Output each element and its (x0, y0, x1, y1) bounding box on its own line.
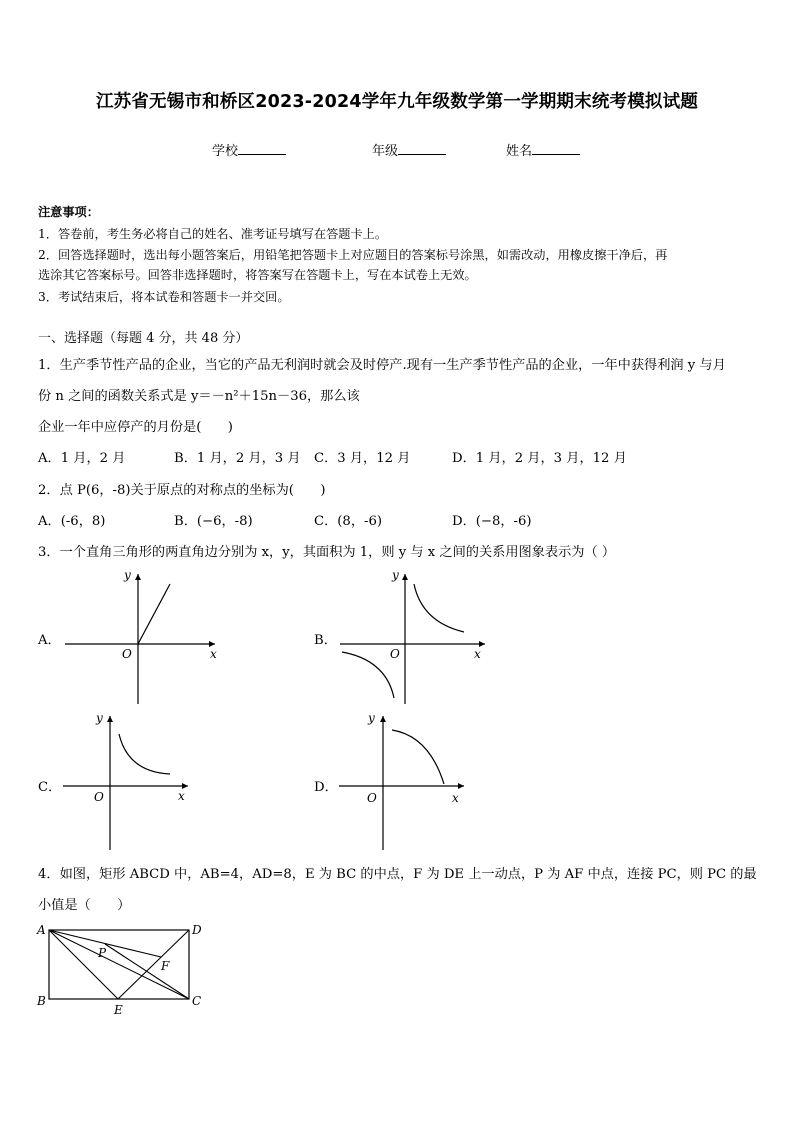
y-arrow-icon (107, 716, 113, 722)
point-d-label: D (192, 923, 202, 937)
origin-label: O (390, 647, 400, 661)
q1-option-a[interactable]: A．1 月，2 月 (38, 451, 126, 466)
q3-graph-b (330, 566, 490, 706)
note-item: 3．考试结束后，将本试卷和答题卡一并交回。 (38, 290, 290, 304)
curve (138, 584, 170, 644)
curve-lower (342, 652, 394, 698)
section-heading: 一、选择题（每题 4 分，共 48 分） (38, 331, 249, 346)
x-label: x (210, 647, 217, 661)
grade-blank[interactable] (398, 142, 446, 155)
segment-pc (105, 944, 189, 999)
y-arrow-icon (135, 574, 141, 580)
grade-field[interactable] (372, 140, 446, 159)
x-label: x (452, 791, 459, 805)
q1-option-b[interactable]: B．1 月，2 月，3 月 (174, 451, 301, 466)
q3-stem: 3．一个直角三角形的两直角边分别为 x，y，其面积为 1，则 y 与 x 之间的关系用图象表示为（ ） (38, 545, 616, 560)
q3-option-b[interactable]: B． (314, 633, 337, 648)
segment-de (118, 930, 189, 999)
school-field[interactable] (212, 140, 286, 159)
x-label: x (178, 789, 185, 803)
note-item: 2．回答选择题时，选出每小题答案后，用铅笔把答题卡上对应题目的答案标号涂黑，如需改动，用橡皮擦干净后，再 (38, 248, 668, 262)
y-label: y (96, 712, 103, 725)
q3-graph-a (60, 566, 230, 706)
q4-line1: 4．如图，矩形 ABCD 中，AB=4，AD=8，E 为 BC 的中点，F 为 DE 上一动点，P 为 AF 中点，连接 PC，则 PC 的最 (38, 867, 757, 882)
q4-figure (30, 918, 215, 1018)
point-e-label: E (114, 1003, 123, 1017)
q3-graph-c (58, 712, 198, 852)
q1-line2: 份 n 之间的函数关系式是 y＝－n²＋15n－36，那么该 (38, 389, 360, 404)
point-b-label: B (37, 994, 46, 1008)
curve (392, 730, 444, 784)
q4-line2: 小值是（ ） (38, 898, 131, 913)
note-item: 选涂其它答案标号。回答非选择题时，将答案写在答题卡上，写在本试卷上无效。 (38, 268, 477, 282)
x-label: x (474, 647, 481, 661)
y-arrow-icon (380, 716, 386, 722)
q2-option-c[interactable]: C．(8，-6) (314, 514, 382, 529)
q3-option-a[interactable]: A． (38, 633, 61, 648)
name-label: 姓名 (506, 144, 533, 159)
point-f-label: F (161, 959, 170, 973)
curve-upper (414, 584, 464, 632)
curve (119, 734, 170, 774)
grade-label: 年级 (372, 144, 399, 159)
point-p-label: P (98, 946, 107, 960)
q2-option-b[interactable]: B．(−6，-8) (174, 514, 253, 529)
school-label: 学校 (212, 144, 239, 159)
name-blank[interactable] (532, 142, 580, 155)
segment-ae (49, 930, 118, 999)
origin-label: O (367, 791, 377, 805)
q2-option-d[interactable]: D．(−8，-6) (452, 514, 532, 529)
q2-option-a[interactable]: A．(-6，8) (38, 514, 106, 529)
point-a-label: A (37, 923, 46, 937)
page-title: 江苏省无锡市和桥区2023-2024学年九年级数学第一学期期末统考模拟试题 (95, 92, 699, 112)
notes-heading: 注意事项： (38, 205, 99, 219)
y-label: y (392, 568, 399, 582)
origin-label: O (94, 790, 104, 804)
q2-stem: 2．点 P(6，-8)关于原点的对称点的坐标为( ) (38, 483, 326, 498)
point-c-label: C (192, 994, 202, 1008)
q3-option-c[interactable]: C． (38, 780, 62, 795)
origin-label: O (122, 647, 132, 661)
y-arrow-icon (402, 574, 408, 580)
q1-line3: 企业一年中应停产的月份是( ) (38, 420, 233, 435)
q3-graph-d (334, 712, 474, 852)
q1-option-c[interactable]: C．3 月，12 月 (314, 451, 411, 466)
q1-line1: 1．生产季节性产品的企业，当它的产品无利润时就会及时停产.现有一生产季节性产品的企业，一年中获得利润 y 与月 (38, 358, 726, 373)
y-label: y (124, 568, 131, 582)
x-arrow-icon (458, 783, 464, 789)
q1-option-d[interactable]: D．1 月，2 月，3 月，12 月 (452, 451, 627, 466)
y-label: y (368, 712, 375, 725)
q3-option-d[interactable]: D． (314, 780, 338, 795)
note-item: 1．答卷前，考生务必将自己的姓名、准考证号填写在答题卡上。 (38, 227, 388, 241)
name-field[interactable] (506, 140, 580, 159)
school-blank[interactable] (238, 142, 286, 155)
